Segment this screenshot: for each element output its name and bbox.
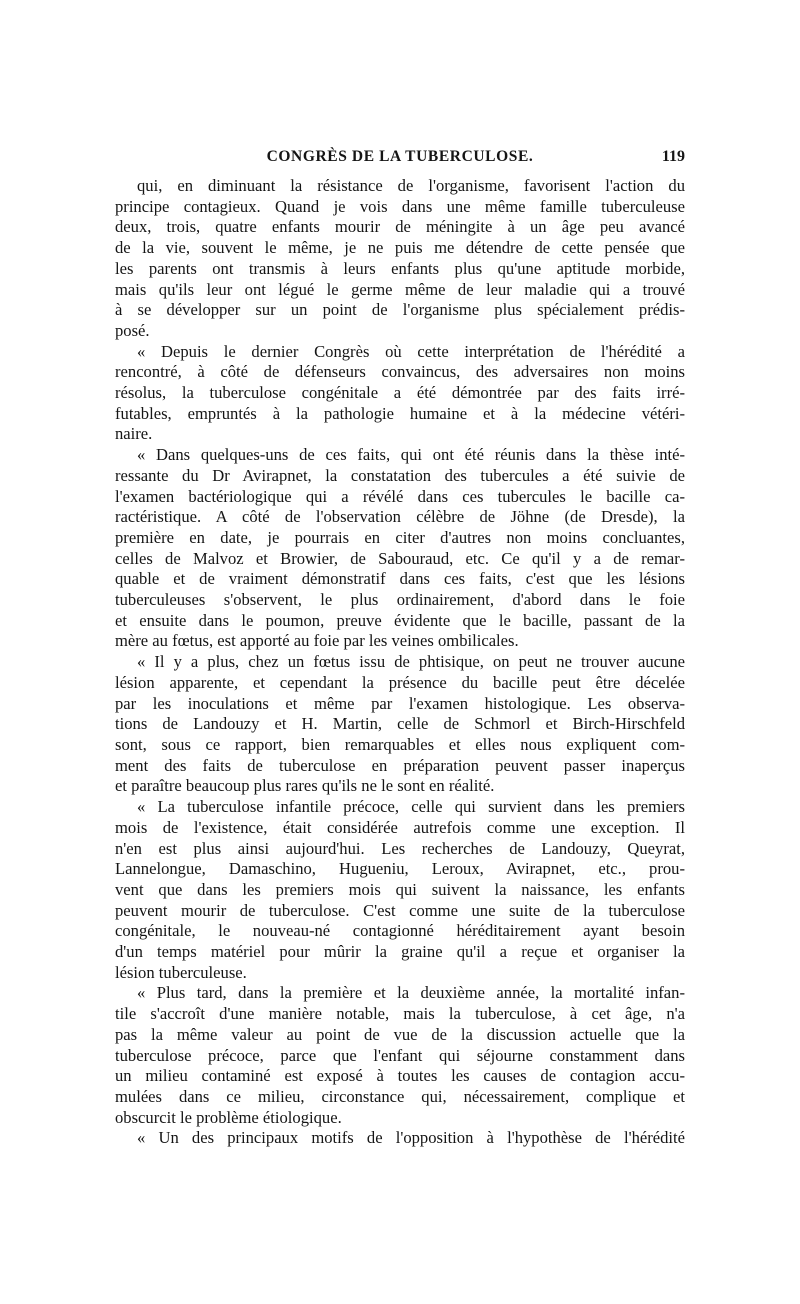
page-header <box>115 146 685 172</box>
text-line: rencontré, à côté de défenseurs convaincus, des adversaires non moins <box>115 362 685 382</box>
text-line: naire. <box>115 424 153 444</box>
text-line: celles de Malvoz et Browier, de Sabouraud, etc. Ce qu'il y a de remar- <box>115 548 685 568</box>
running-head: CONGRÈS DE LA TUBERCULOSE. <box>266 148 534 165</box>
text-line: qui, en diminuant la résistance de l'organisme, favorisent l'action du <box>137 176 685 195</box>
text-line: Lannelongue, Damaschino, Hugueniu, Leroux, Avirapnet, etc., prou- <box>115 859 685 879</box>
text-line: ractéristique. A côté de l'observation célèbre de Jöhne (de Dresde), la <box>115 507 685 527</box>
text-line: « Plus tard, dans la première et la deuxième année, la mortalité infan- <box>137 983 685 1003</box>
text-line: mois de l'existence, était considérée autrefois comme une exception. Il <box>115 817 685 837</box>
text-line: futables, empruntés à la pathologie humaine et à la médecine vétéri- <box>115 403 685 423</box>
text-line: n'en est plus ainsi aujourd'hui. Les recherches de Landouzy, Queyrat, <box>115 838 685 858</box>
body-text <box>115 176 685 1149</box>
text-line: posé. <box>115 320 150 340</box>
text-line: mais qu'ils leur ont légué le germe même de leur maladie qui a trouvé <box>115 279 685 299</box>
text-line: « Il y a plus, chez un fœtus issu de phtisique, on peut ne trouver aucune <box>137 652 685 672</box>
text-line: tions de Landouzy et H. Martin, celle de Schmorl et Birch-Hirschfeld <box>115 714 685 734</box>
text-line: ressante du Dr Avirapnet, la constatation des tubercules a été suivie de <box>115 465 685 485</box>
text-line: les parents ont transmis à leurs enfants plus qu'une aptitude morbide, <box>115 258 685 278</box>
paragraph <box>115 342 685 446</box>
text-line: mulées dans ce milieu, circonstance qui, nécessairement, complique et <box>115 1086 685 1106</box>
page-number: 119 <box>661 148 685 165</box>
text-line: lésion apparente, et cependant la présence du bacille peut être décelée <box>115 672 685 692</box>
paragraph <box>115 176 685 342</box>
text-line: sont, sous ce rapport, bien remarquables et elles nous expliquent com- <box>115 734 685 754</box>
text-line: congénitale, le nouveau-né contagionné héréditairement ayant besoin <box>115 921 685 941</box>
text-line: « Dans quelques-uns de ces faits, qui ont été réunis dans la thèse inté- <box>137 445 685 465</box>
text-line: résolus, la tuberculose congénitale a été démontrée par des faits irré- <box>115 383 685 403</box>
text-line: par les inoculations et même par l'examen histologique. Les observa- <box>115 693 685 713</box>
text-line: quable et de vraiment démonstratif dans ces faits, c'est que les lésions <box>115 569 685 589</box>
text-line: pas la même valeur au point de vue de la discussion actuelle que la <box>115 1024 685 1044</box>
text-line: principe contagieux. Quand je vois dans une même famille tuberculeuse <box>115 196 685 216</box>
paragraph <box>115 797 685 983</box>
text-line: de la vie, souvent le même, je ne puis me détendre de cette pensée que <box>115 238 685 258</box>
text-line: obscurcit le problème étiologique. <box>115 1107 342 1127</box>
text-line: « Depuis le dernier Congrès où cette interprétation de l'hérédité a <box>137 341 685 361</box>
text-line: tuberculeuses s'observent, le plus ordinairement, d'abord dans le foie <box>115 590 685 610</box>
text-line: « La tuberculose infantile précoce, celle qui survient dans les premiers <box>137 797 685 817</box>
text-line: à se développer sur un point de l'organisme plus spécialement prédis- <box>115 300 685 320</box>
text-line: tile s'accroît d'une manière notable, mais la tuberculose, à cet âge, n'a <box>115 1004 685 1024</box>
text-line: peuvent mourir de tuberculose. C'est comme une suite de la tuberculose <box>115 900 685 920</box>
text-line: tuberculose précoce, parce que l'enfant qui séjourne constamment dans <box>115 1045 685 1065</box>
paragraph <box>115 1128 685 1149</box>
paragraph <box>115 445 685 652</box>
text-line: un milieu contaminé est exposé à toutes les causes de contagion accu- <box>115 1066 685 1086</box>
paragraph <box>115 983 685 1128</box>
text-line: l'examen bactériologique qui a révélé dans ces tubercules le bacille ca- <box>115 486 685 506</box>
text-line: et ensuite dans le poumon, preuve évidente que le bacille, passant de la <box>115 610 685 630</box>
text-line: et paraître beaucoup plus rares qu'ils ne le sont en réalité. <box>115 776 495 796</box>
text-line: deux, trois, quatre enfants mourir de méningite à un âge peu avancé <box>115 217 685 237</box>
text-line: mère au fœtus, est apporté au foie par les veines ombilicales. <box>115 631 519 651</box>
text-line: lésion tuberculeuse. <box>115 962 247 982</box>
text-line: « Un des principaux motifs de l'opposition à l'hypothèse de l'hérédité <box>137 1128 685 1148</box>
paragraph <box>115 652 685 797</box>
book-page <box>115 146 685 1149</box>
text-line: ment des faits de tuberculose en préparation peuvent passer inaperçus <box>115 755 685 775</box>
text-line: première en date, je pourrais en citer d'autres non moins concluantes, <box>115 527 685 547</box>
text-line: d'un temps matériel pour mûrir la graine qu'il a reçue et organiser la <box>115 942 685 962</box>
text-line: vent que dans les premiers mois qui suivent la naissance, les enfants <box>115 879 685 899</box>
